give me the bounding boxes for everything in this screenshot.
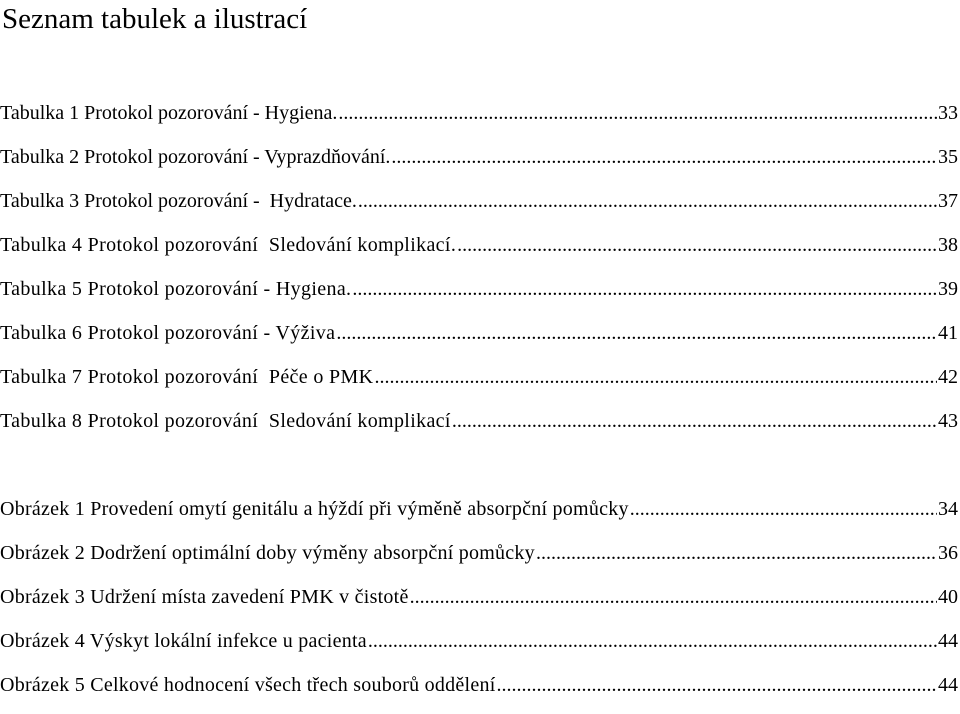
dot-leader <box>374 362 937 392</box>
toc-page-number: 43 <box>938 410 958 432</box>
dot-leader <box>497 670 937 700</box>
toc-entry-figure-1[interactable] <box>0 494 958 538</box>
toc-entry-figure-4[interactable] <box>0 626 958 670</box>
dot-leader <box>410 582 937 612</box>
dot-leader <box>336 318 937 348</box>
toc-entry-table-3[interactable] <box>0 186 958 230</box>
toc-entry-table-5[interactable] <box>0 274 958 318</box>
toc-page-number: 40 <box>938 586 958 608</box>
table-list <box>0 98 958 450</box>
dot-leader <box>358 186 937 216</box>
dot-leader <box>352 274 937 304</box>
toc-entry-label: Tabulka 8 Protokol pozorování Sledování komplikací <box>0 410 451 432</box>
toc-entry-table-8[interactable] <box>0 406 958 450</box>
toc-page-number: 36 <box>938 542 958 564</box>
toc-entry-label: Tabulka 2 Protokol pozorování - Vyprazdňování. <box>0 146 391 168</box>
toc-page-number: 33 <box>938 102 958 124</box>
toc-entry-table-2[interactable] <box>0 142 958 186</box>
toc-page-number: 38 <box>938 234 958 256</box>
toc-page-number: 44 <box>938 630 958 652</box>
toc-entry-label: Obrázek 3 Udržení místa zavedení PMK v čistotě <box>0 586 409 608</box>
toc-page-number: 44 <box>938 674 958 696</box>
toc-entry-label: Tabulka 7 Protokol pozorování Péče o PMK <box>0 366 374 388</box>
dot-leader <box>536 538 937 568</box>
toc-entry-table-7[interactable] <box>0 362 958 406</box>
toc-entry-table-4[interactable] <box>0 230 958 274</box>
page-title: Seznam tabulek a ilustrací <box>2 3 308 35</box>
dot-leader <box>452 406 937 436</box>
toc-page-number: 39 <box>938 278 958 300</box>
toc-entry-label: Tabulka 1 Protokol pozorování - Hygiena. <box>0 102 338 124</box>
toc-entry-table-1[interactable] <box>0 98 958 142</box>
toc-entry-label: Tabulka 3 Protokol pozorování - Hydratace. <box>0 190 357 212</box>
dot-leader <box>391 142 937 172</box>
toc-entry-label: Obrázek 1 Provedení omytí genitálu a hýždí při výměně absorpční pomůcky <box>0 498 629 520</box>
toc-entry-label: Tabulka 6 Protokol pozorování - Výživa <box>0 322 336 344</box>
dot-leader <box>630 494 937 524</box>
toc-page-number: 34 <box>938 498 958 520</box>
toc-entry-label: Tabulka 4 Protokol pozorování Sledování komplikací. <box>0 234 457 256</box>
toc-entry-label: Obrázek 4 Výskyt lokální infekce u pacienta <box>0 630 367 652</box>
toc-entry-figure-5[interactable] <box>0 670 958 714</box>
dot-leader <box>338 98 937 128</box>
toc-entry-label: Obrázek 5 Celkové hodnocení všech třech souborů oddělení <box>0 674 496 696</box>
toc-entry-table-6[interactable] <box>0 318 958 362</box>
toc-page-number: 41 <box>938 322 958 344</box>
figure-list <box>0 494 958 714</box>
toc-entry-label: Obrázek 2 Dodržení optimální doby výměny absorpční pomůcky <box>0 542 535 564</box>
dot-leader <box>368 626 937 656</box>
toc-entry-figure-2[interactable] <box>0 538 958 582</box>
dot-leader <box>457 230 937 260</box>
toc-page-number: 35 <box>938 146 958 168</box>
toc-entry-label: Tabulka 5 Protokol pozorování - Hygiena. <box>0 278 352 300</box>
toc-page-number: 42 <box>938 366 958 388</box>
toc-entry-figure-3[interactable] <box>0 582 958 626</box>
toc-page-number: 37 <box>938 190 958 212</box>
